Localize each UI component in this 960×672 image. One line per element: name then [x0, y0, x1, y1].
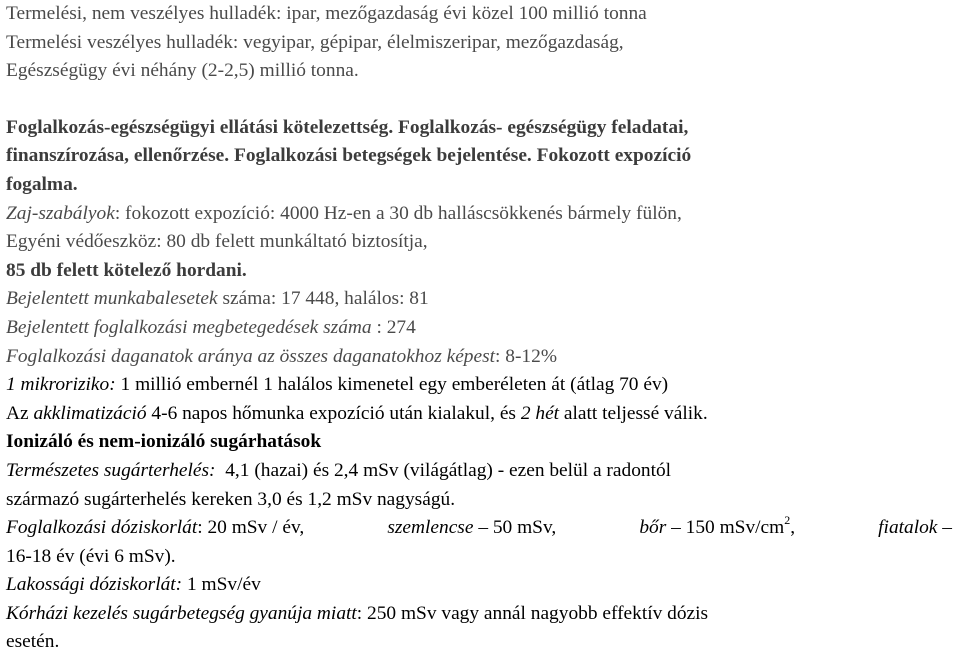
occ-dose-text: : 20 mSv / év, [197, 517, 305, 539]
occupational-line-1: Foglalkozás-egészségügyi ellátási kötelezettség. Foglalkozás- egészségügy feladatai, [6, 116, 689, 138]
occ-lens-text: – 50 mSv, [473, 517, 557, 539]
acclim-pre: Az [6, 402, 34, 424]
acclim-mid: 4-6 napos hőmunka expozíció után kialakul, és [146, 402, 521, 424]
noise-ppe-line: Egyéni védőeszköz: 80 db felett munkáltató biztosítja, [6, 231, 428, 253]
accidents-label: Bejelentett munkabalesetek [6, 288, 218, 310]
cancer-text: : 8-12% [495, 345, 557, 367]
intro-line-2: Termelési veszélyes hulladék: vegyipar, gépipar, élelmiszeripar, mezőgazdaság, [6, 31, 624, 53]
noise-rules-line [6, 200, 960, 229]
public-dose-line [6, 571, 960, 600]
accidents-line [6, 285, 960, 314]
noise-rules-text: : fokozott expozíció: 4000 Hz-en a 30 db halláscsökkenés bármely fülön, [114, 202, 682, 224]
occupational-line-2: finanszírozása, ellenőrzése. Foglalkozási betegségek bejelentése. Fokozott expozíció [6, 145, 692, 167]
occ-skin-comma: , [790, 517, 796, 539]
acclim-post: alatt teljessé válik. [559, 402, 708, 424]
occ-young-dash: – [937, 517, 952, 539]
diseases-line [6, 314, 960, 343]
occ-skin-label: bőr [639, 517, 667, 539]
cancer-label: Foglalkozási daganatok aránya az összes daganatokhoz képest [6, 345, 496, 367]
occupational-dose-line-2: 16-18 év (évi 6 mSv). [6, 545, 176, 567]
acclim-label: akklimatizáció [33, 402, 147, 424]
spacer [6, 86, 960, 114]
occ-dose-label: Foglalkozási dóziskorlát [6, 517, 198, 539]
natural-radiation-label: Természetes sugárterhelés: [6, 459, 216, 481]
occ-young-label: fiatalok [878, 517, 938, 539]
occ-skin-sup: 2 [784, 512, 791, 527]
hospital-text: : 250 mSv vagy annál nagyobb effektív dózis [356, 602, 709, 624]
occ-lens-label: szemlencse [387, 517, 474, 539]
cancer-line [6, 343, 960, 372]
diseases-text: : 274 [371, 316, 416, 338]
public-dose-label: Lakossági dóziskorlát: [6, 574, 183, 596]
accidents-text: száma: 17 448, halálos: 81 [217, 288, 429, 310]
public-dose-text: 1 mSv/év [182, 574, 261, 596]
noise-mandatory-line: 85 db felett kötelező hordani. [6, 259, 247, 281]
acclimatization-line [6, 400, 960, 429]
natural-radiation-line-2: származó sugárterhelés kereken 3,0 és 1,2 mSv nagyságú. [6, 488, 456, 510]
intro-line-3: Egészségügy évi néhány (2-2,5) millió tonna. [6, 60, 359, 82]
intro-line-1: Termelési, nem veszélyes hulladék: ipar, mezőgazdaság évi közel 100 millió tonna [6, 3, 647, 24]
hospital-label: Kórházi kezelés sugárbetegség gyanúja miatt [6, 602, 357, 624]
diseases-label: Bejelentett foglalkozási megbetegedések száma [6, 316, 372, 338]
occ-skin-text: – 150 mSv/cm [666, 517, 785, 539]
natural-radiation-line [6, 457, 960, 486]
hospital-line [6, 600, 960, 629]
microrisk-label: 1 mikroriziko: [6, 374, 116, 396]
microrisk-text: 1 millió embernél 1 halálos kimenetel egy emberéleten át (átlag 70 év) [115, 374, 669, 396]
microrisk-line [6, 371, 960, 400]
noise-rules-label: Zaj-szabályok [6, 202, 115, 224]
occupational-line-3: fogalma. [6, 173, 78, 195]
radiation-heading: Ionizáló és nem-ionizáló sugárhatások [6, 431, 322, 453]
hospital-line-2: esetén. [6, 631, 60, 653]
acclim-duration: 2 hét [520, 402, 560, 424]
occupational-dose-line [6, 514, 952, 543]
natural-radiation-text: 4,1 (hazai) és 2,4 mSv (világátlag) - ezen belül a radontól [215, 459, 672, 481]
